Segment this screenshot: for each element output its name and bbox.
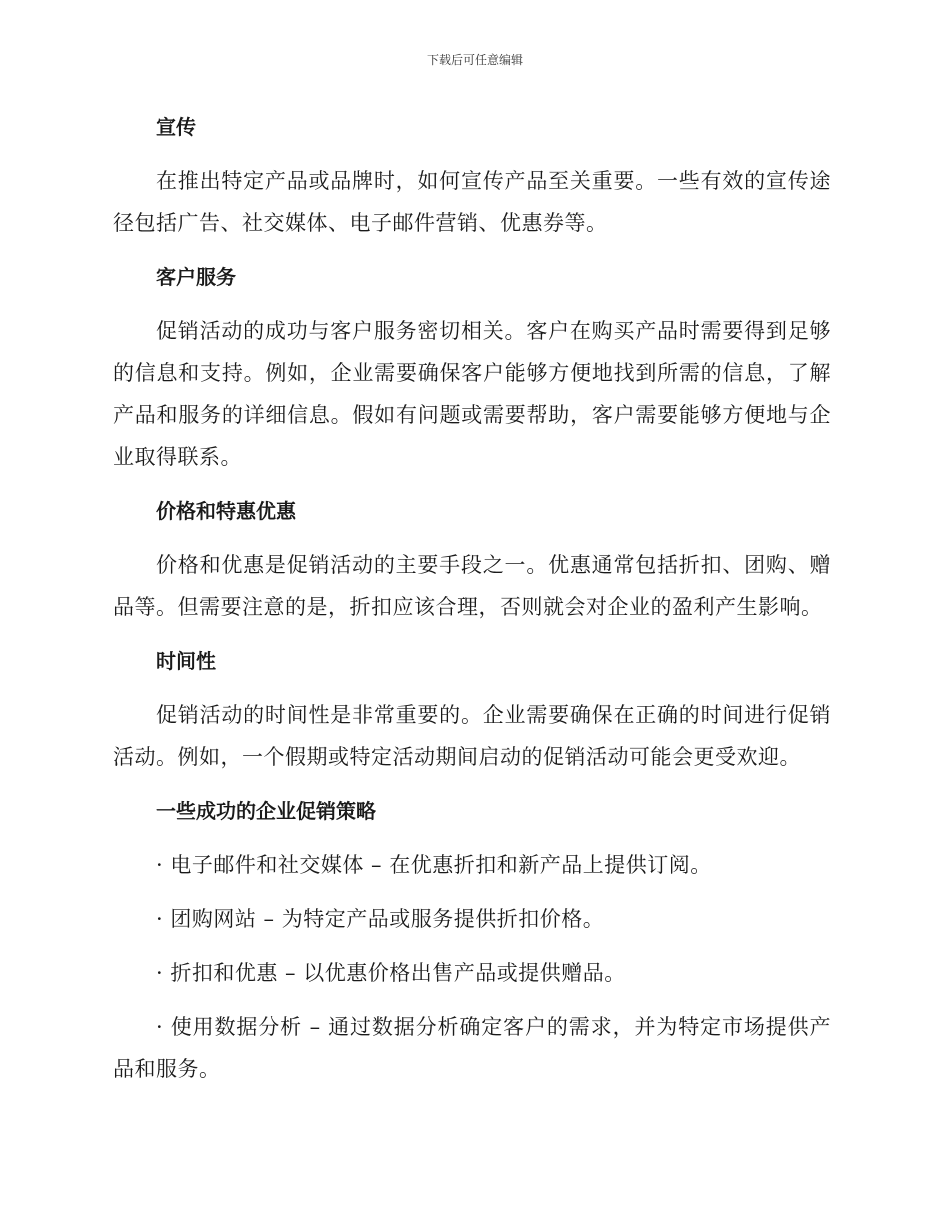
paragraph-pricing: 价格和优惠是促销活动的主要手段之一。优惠通常包括折扣、团购、赠品等。但需要注意的是，折扣应该合理，否则就会对企业的盈利产生影响。: [113, 553, 831, 619]
bullet-item: · 电子邮件和社交媒体 – 在优惠折扣和新产品上提供订阅。: [156, 853, 712, 877]
page-header: 下载后可任意编辑: [426, 53, 523, 67]
bullet-item: · 折扣和优惠 – 以优惠价格出售产品或提供赠品。: [156, 961, 626, 985]
section-heading-strategies: 一些成功的企业促销策略: [156, 799, 376, 823]
paragraph-promotion: 在推出特定产品或品牌时，如何宣传产品至关重要。一些有效的宣传途径包括广告、社交媒体、电子邮件营销、优惠券等。: [113, 169, 831, 235]
paragraph-timing: 促销活动的时间性是非常重要的。企业需要确保在正确的时间进行促销活动。例如，一个假期或特定活动期间启动的促销活动可能会更受欢迎。: [113, 703, 831, 769]
paragraph-customer-service: 促销活动的成功与客户服务密切相关。客户在购买产品时需要得到足够的信息和支持。例如，企业需要确保客户能够方便地找到所需的信息，了解产品和服务的详细信息。假如有问题或需要帮助，客户需要能够方便地与企业取得联系。: [113, 319, 831, 469]
section-heading-timing: 时间性: [156, 649, 216, 673]
section-heading-pricing: 价格和特惠优惠: [156, 499, 296, 523]
bullet-item: · 团购网站 – 为特定产品或服务提供折扣价格。: [156, 907, 605, 931]
document-body: [113, 106, 831, 1102]
bullet-item: · 使用数据分析 – 通过数据分析确定客户的需求，并为特定市场提供产品和服务。: [113, 1015, 831, 1081]
section-heading-customer-service: 客户服务: [156, 265, 236, 289]
section-heading-promotion: 宣传: [156, 115, 196, 139]
